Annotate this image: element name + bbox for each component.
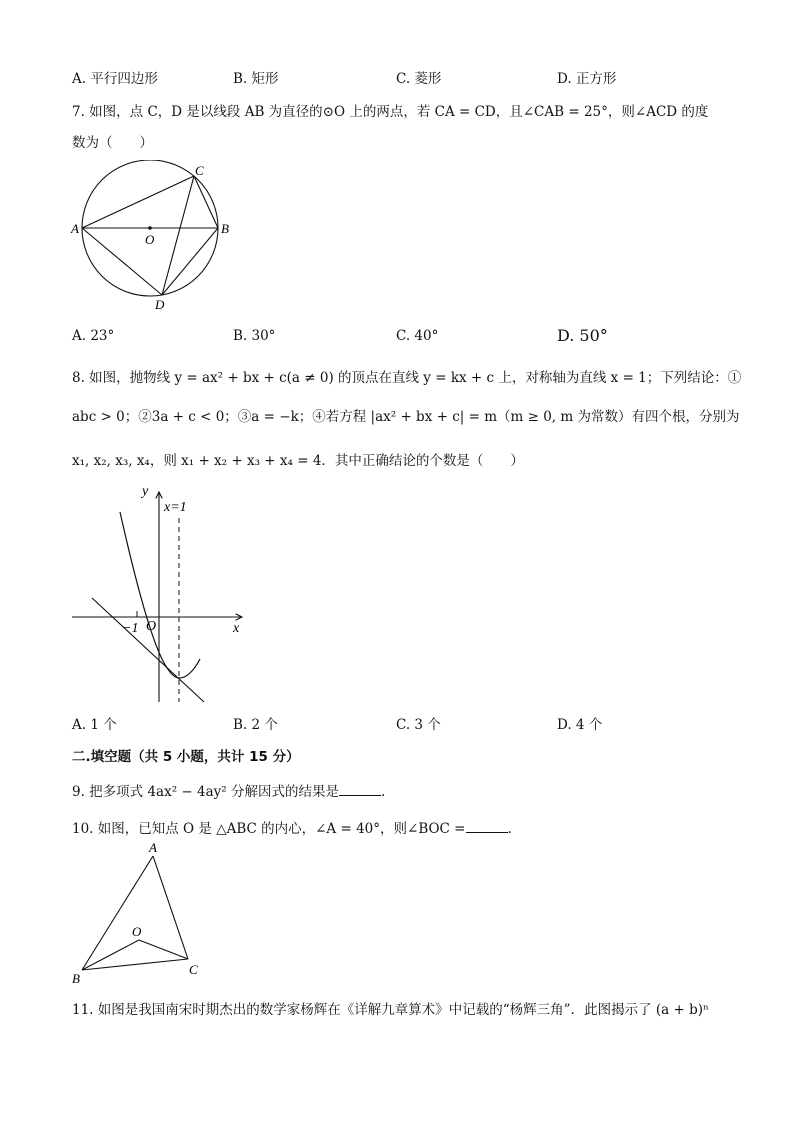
q7-option-a: A. 23°	[72, 328, 115, 344]
label-o: O	[132, 924, 142, 939]
parabola	[120, 512, 200, 678]
q8-text-line1: 8. 如图，抛物线 y = ax² + bx + c(a ≠ 0) 的顶点在直线 y = kx + c 上，对称轴为直线 x = 1；下列结论：①	[72, 370, 742, 386]
label-b: B	[72, 971, 80, 986]
q9-text: 9. 把多项式 4ax² − 4ay² 分解因式的结果是	[72, 784, 339, 800]
q7-option-d: D. 50°	[557, 326, 608, 345]
q10-line	[72, 817, 512, 837]
q9-line	[72, 780, 385, 800]
q8-text-line2: abc > 0；②3a + c < 0；③a = −k；④若方程 |ax² + bx + c| = m（m ≥ 0, m 为常数）有四个根，分别为	[72, 409, 740, 425]
label-c: C	[189, 962, 198, 977]
label-d: D	[155, 297, 165, 312]
label-y: y	[142, 484, 149, 499]
q8-text-line3: x₁, x₂, x₃, x₄，则 x₁ + x₂ + x₃ + x₄ = 4．其中正确结论的个数是（ ）	[72, 453, 524, 469]
q7-text-line2: 数为（ ）	[72, 135, 153, 151]
q11-text: 11. 如图是我国南宋时期杰出的数学家杨辉在《详解九章算术》中记载的“杨辉三角”．此图揭示了 (a + b)ⁿ	[72, 1002, 709, 1018]
label-a: A	[149, 840, 157, 855]
label-a: A	[71, 221, 79, 236]
label-neg1: −1	[122, 621, 139, 636]
q8-option-c: C. 3 个	[396, 717, 441, 733]
q8-parabola-figure	[66, 478, 256, 708]
q6-option-a: A. 平行四边形	[72, 71, 158, 87]
q6-option-b: B. 矩形	[233, 71, 279, 87]
q7-option-c: C. 40°	[396, 328, 439, 344]
line-kx-c	[92, 598, 204, 702]
q7-text-line1: 7. 如图，点 C，D 是以线段 AB 为直径的⊙O 上的两点，若 CA = CD，且∠CAB = 25°，则∠ACD 的度	[72, 104, 709, 120]
q9-answer-blank[interactable]	[339, 783, 381, 796]
label-b: B	[221, 221, 229, 236]
label-x-eq-1: x=1	[164, 500, 187, 515]
label-c: C	[195, 163, 204, 178]
q10-answer-blank[interactable]	[466, 820, 508, 833]
label-origin: O	[146, 619, 157, 634]
q9-end: .	[381, 784, 386, 800]
q6-option-c: C. 菱形	[396, 71, 442, 87]
q8-option-d: D. 4 个	[557, 717, 603, 733]
q6-option-d: D. 正方形	[557, 71, 617, 87]
label-o: O	[145, 232, 155, 247]
q8-option-a: A. 1 个	[72, 717, 117, 733]
q8-option-b: B. 2 个	[233, 717, 278, 733]
q7-option-b: B. 30°	[233, 328, 276, 344]
q10-end: .	[507, 821, 512, 837]
q10-text: 10. 如图，已知点 O 是 △ABC 的内心，∠A = 40°，则∠BOC =	[72, 821, 466, 837]
q7-circle-figure	[66, 160, 246, 315]
section-heading: 二.填空题（共 5 小题，共计 15 分）	[72, 749, 300, 765]
q10-triangle-figure	[66, 838, 216, 988]
label-x: x	[233, 621, 240, 636]
